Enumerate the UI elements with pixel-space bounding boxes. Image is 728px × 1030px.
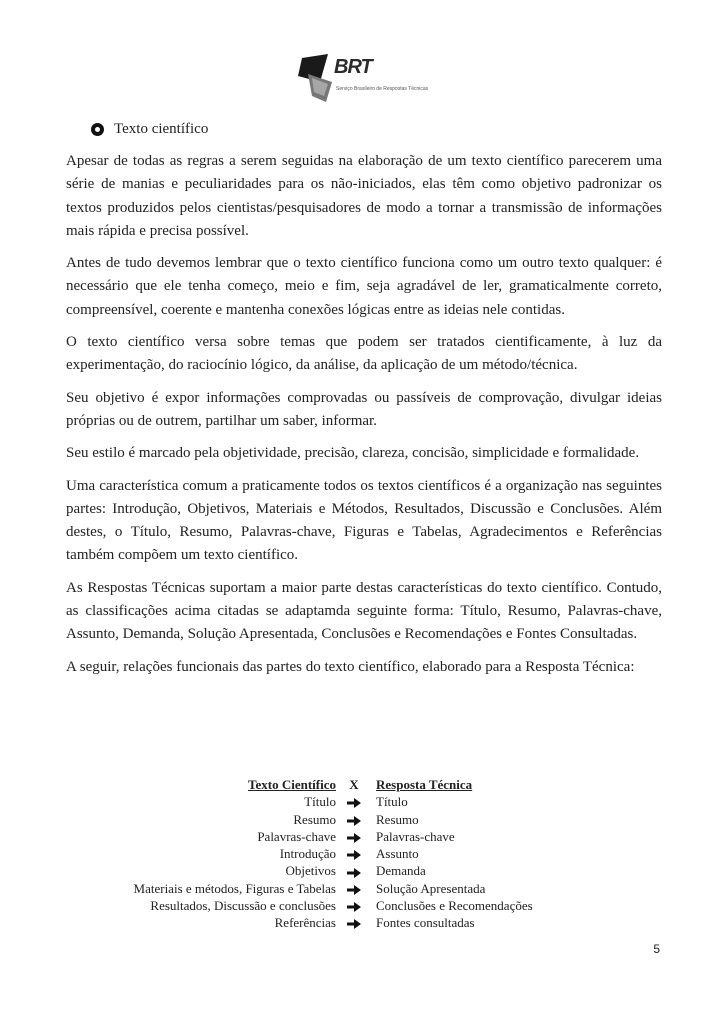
right-column-header: Resposta Técnica xyxy=(376,777,473,792)
resposta-tecnica-part: Título xyxy=(376,794,408,810)
right-arrow-icon xyxy=(336,897,372,914)
left-column-header: Texto Científico xyxy=(248,777,336,792)
page-number: 5 xyxy=(653,942,660,956)
right-arrow-icon xyxy=(336,845,372,862)
right-arrow-icon xyxy=(336,793,372,810)
resposta-tecnica-part: Solução Apresentada xyxy=(376,880,486,896)
paragraph: Seu estilo é marcado pela objetividade, precisão, clareza, concisão, simplicidade e formalidade. xyxy=(66,445,640,462)
resposta-tecnica-part: Palavras-chave xyxy=(376,828,455,844)
logo-text: BRT xyxy=(334,56,372,78)
resposta-tecnica-part: Fontes consultadas xyxy=(376,915,475,931)
body-text xyxy=(66,150,662,688)
comparison-header-row xyxy=(66,776,662,793)
comparison-row xyxy=(66,897,662,914)
text-cientifico-part: Referências xyxy=(274,915,336,931)
comparison-table xyxy=(66,776,662,932)
comparison-row xyxy=(66,880,662,897)
comparison-row xyxy=(66,845,662,862)
text-cientifico-part: Resultados, Discussão e conclusões xyxy=(150,898,336,914)
comparison-row xyxy=(66,811,662,828)
brt-logo-mark-icon xyxy=(298,52,338,104)
paragraph: Antes de tudo devemos lembrar que o texto científico funciona como um outro texto qualquer: é necessário que ele tenha começo, meio e fim, seja agradável de ler, gramaticalmente correto, compreensível, coerente e mantenha conexões lógicas entre as ideias nele contidas. xyxy=(66,255,662,318)
text-cientifico-part: Objetivos xyxy=(285,863,336,879)
right-arrow-icon xyxy=(336,880,372,897)
comparison-row xyxy=(66,828,662,845)
circle-bullet-icon xyxy=(91,123,104,136)
resposta-tecnica-part: Resumo xyxy=(376,811,419,827)
text-cientifico-part: Materiais e métodos, Figuras e Tabelas xyxy=(133,880,336,896)
logo-subtitle: Serviço Brasileiro de Respostas Técnicas xyxy=(336,86,429,92)
brt-logo xyxy=(298,52,438,104)
resposta-tecnica-part: Assunto xyxy=(376,846,419,862)
resposta-tecnica-part: Conclusões e Recomendações xyxy=(376,898,533,914)
paragraph: O texto científico versa sobre temas que podem ser tratados cientificamente, à luz da experimentação, do raciocínio lógico, da análise, da aplicação de um método/técnica. xyxy=(66,334,662,374)
comparison-row xyxy=(66,793,662,810)
versus-mark: X xyxy=(349,777,359,792)
text-cientifico-part: Palavras-chave xyxy=(257,828,336,844)
paragraph: As Respostas Técnicas suportam a maior parte destas características do texto científico. Contudo, as classificações acima citadas se adaptamda seguinte forma: Título, Resumo, Palavras-chave, Assunto, Demanda, Solução Apresentada, Conclusões e Recomendações e Fontes Consultadas. xyxy=(66,579,662,643)
paragraph: Uma característica comum a praticamente todos os textos científicos é a organização nas seguintes partes: Introdução, Objetivos, Materiais e Métodos, Resultados, Discussão e Conclusões. Além destes, o Título, Resumo, Palavras-chave, Figuras e Tabelas, Agradecimentos e Referências também compõem um texto científico. xyxy=(66,477,662,564)
right-arrow-icon xyxy=(336,828,372,845)
text-cientifico-part: Resumo xyxy=(293,811,336,827)
text-cientifico-part: Introdução xyxy=(279,846,336,862)
paragraph: Seu objetivo é expor informações comprovadas ou passíveis de comprovação, divulgar ideias próprias ou de outrem, partilhar um saber, informar. xyxy=(66,389,662,429)
resposta-tecnica-part: Demanda xyxy=(376,863,426,879)
right-arrow-icon xyxy=(336,811,372,828)
text-cientifico-part: Título xyxy=(304,794,336,810)
section-heading xyxy=(91,121,208,138)
right-arrow-icon xyxy=(336,914,372,931)
paragraph: A seguir, relações funcionais das partes do texto científico, elaborado para a Resposta Técnica: xyxy=(66,658,635,675)
comparison-row xyxy=(66,862,662,879)
paragraph: Apesar de todas as regras a serem seguidas na elaboração de um texto científico parecerem uma série de manias e peculiaridades para os não-iniciados, elas têm como objetivo padronizar os textos produzidos pelos cientistas/pesquisadores de modo a tornar a transmissão de informações mais rápida e precisa possível. xyxy=(66,153,662,239)
section-title-text: Texto científico xyxy=(114,121,209,137)
comparison-row xyxy=(66,914,662,931)
right-arrow-icon xyxy=(336,862,372,879)
